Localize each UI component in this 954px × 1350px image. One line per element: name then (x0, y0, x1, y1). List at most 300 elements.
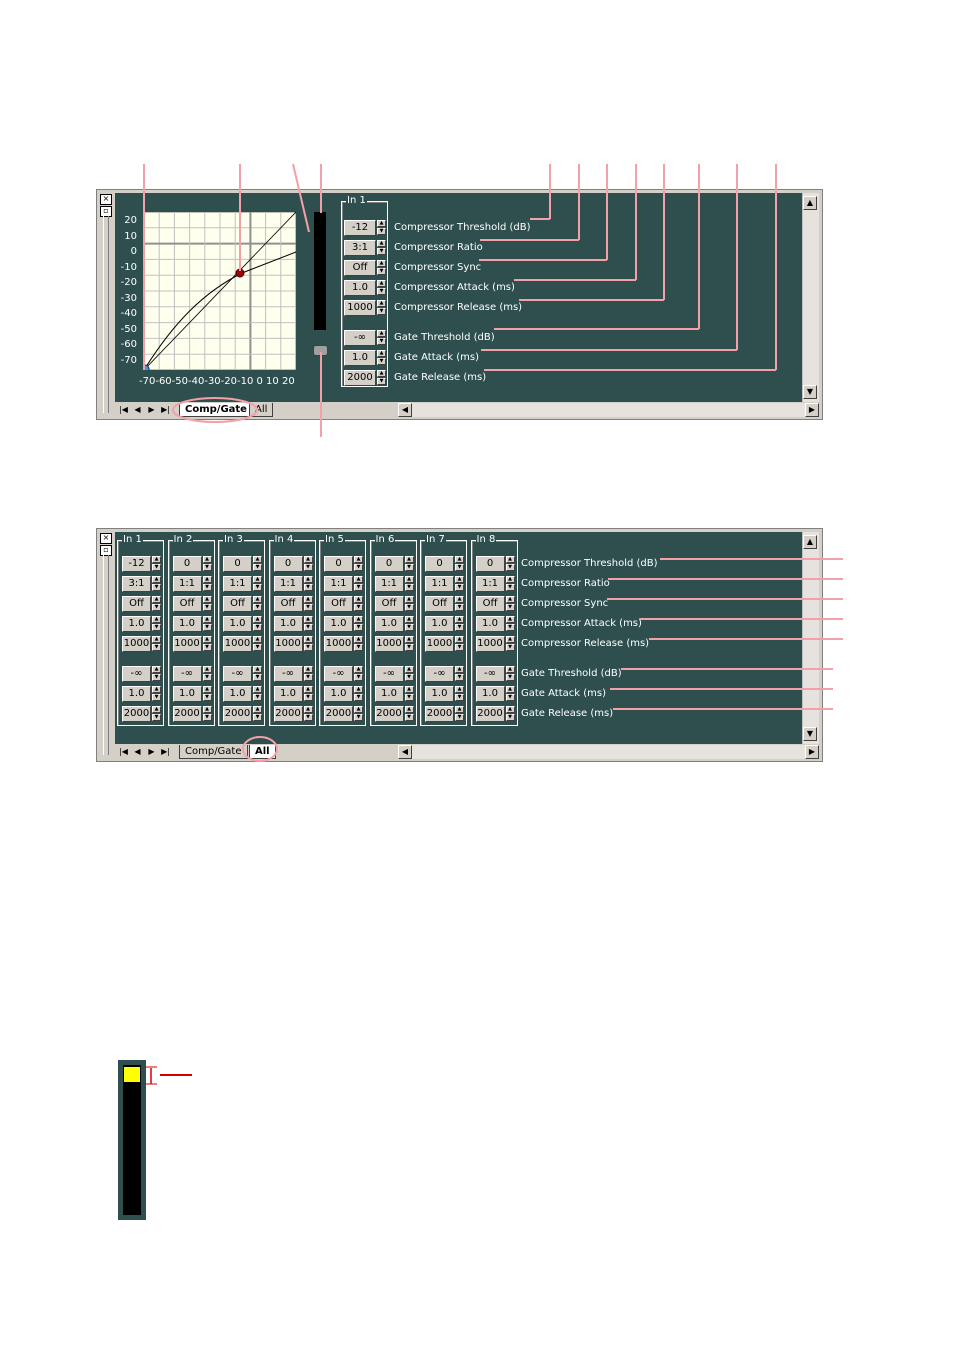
spin-down-icon[interactable]: ▼ (152, 714, 161, 721)
spinner[interactable] (405, 706, 414, 722)
spinner[interactable] (455, 576, 464, 592)
spin-down-icon[interactable]: ▼ (354, 604, 363, 611)
param-value-field[interactable]: 1:1 (375, 576, 404, 592)
param-value-field[interactable]: -∞ (223, 666, 252, 682)
spinner[interactable] (203, 596, 212, 612)
spin-down-icon[interactable]: ▼ (455, 694, 464, 701)
spinner[interactable] (377, 330, 386, 346)
spin-up-icon[interactable]: ▲ (506, 616, 515, 623)
spinner[interactable] (377, 370, 386, 386)
spinner[interactable] (377, 280, 386, 296)
horizontal-scrollbar[interactable] (398, 745, 819, 759)
param-value-field[interactable]: 1.0 (476, 686, 505, 702)
scroll-right-icon[interactable]: ▶ (805, 403, 819, 417)
spin-up-icon[interactable]: ▲ (152, 576, 161, 583)
spin-down-icon[interactable]: ▼ (377, 228, 386, 235)
spin-down-icon[interactable]: ▼ (354, 714, 363, 721)
spin-down-icon[interactable]: ▼ (506, 714, 515, 721)
spin-down-icon[interactable]: ▼ (304, 624, 313, 631)
param-value-field[interactable]: 1:1 (274, 576, 303, 592)
spin-down-icon[interactable]: ▼ (152, 604, 161, 611)
spin-down-icon[interactable]: ▼ (506, 604, 515, 611)
tab-comp-gate[interactable]: Comp/Gate (179, 745, 248, 759)
spin-up-icon[interactable]: ▲ (152, 636, 161, 643)
spinner[interactable] (455, 666, 464, 682)
spin-up-icon[interactable]: ▲ (253, 576, 262, 583)
param-value-field[interactable]: 1000 (223, 636, 252, 652)
param-value-field[interactable]: 0 (324, 556, 353, 572)
param-value-field[interactable]: -∞ (344, 330, 376, 346)
vertical-scrollbar[interactable] (802, 532, 819, 744)
spinner[interactable] (304, 556, 313, 572)
scroll-up-icon[interactable]: ▲ (803, 196, 817, 210)
spin-down-icon[interactable]: ▼ (152, 624, 161, 631)
spin-down-icon[interactable]: ▼ (506, 584, 515, 591)
spin-down-icon[interactable]: ▼ (253, 584, 262, 591)
spin-down-icon[interactable]: ▼ (253, 564, 262, 571)
spin-up-icon[interactable]: ▲ (203, 616, 212, 623)
spin-down-icon[interactable]: ▼ (455, 564, 464, 571)
param-value-field[interactable]: -∞ (324, 666, 353, 682)
spin-up-icon[interactable]: ▲ (354, 576, 363, 583)
spin-down-icon[interactable]: ▼ (253, 624, 262, 631)
spinner[interactable] (377, 350, 386, 366)
param-value-field[interactable]: 1000 (476, 636, 505, 652)
param-value-field[interactable]: -∞ (375, 666, 404, 682)
spin-down-icon[interactable]: ▼ (152, 694, 161, 701)
spinner[interactable] (304, 666, 313, 682)
param-value-field[interactable]: 1.0 (344, 280, 376, 296)
spin-down-icon[interactable]: ▼ (405, 694, 414, 701)
next-tab-icon[interactable]: ▶ (148, 747, 155, 756)
spin-up-icon[interactable]: ▲ (304, 686, 313, 693)
spin-up-icon[interactable]: ▲ (253, 686, 262, 693)
spin-up-icon[interactable]: ▲ (405, 596, 414, 603)
spin-down-icon[interactable]: ▼ (203, 644, 212, 651)
spinner[interactable] (506, 706, 515, 722)
prev-tab-icon[interactable]: ◀ (134, 405, 141, 414)
spin-down-icon[interactable]: ▼ (455, 624, 464, 631)
spin-down-icon[interactable]: ▼ (377, 288, 386, 295)
spin-up-icon[interactable]: ▲ (377, 330, 386, 337)
spinner[interactable] (455, 686, 464, 702)
spinner[interactable] (203, 686, 212, 702)
param-value-field[interactable]: 2000 (344, 370, 376, 386)
spin-down-icon[interactable]: ▼ (304, 714, 313, 721)
spin-down-icon[interactable]: ▼ (203, 624, 212, 631)
spin-up-icon[interactable]: ▲ (253, 636, 262, 643)
compressor-curve-graph[interactable] (144, 212, 296, 370)
spin-up-icon[interactable]: ▲ (203, 576, 212, 583)
spin-up-icon[interactable]: ▲ (253, 666, 262, 673)
param-value-field[interactable]: 2000 (173, 706, 202, 722)
spin-up-icon[interactable]: ▲ (377, 220, 386, 227)
param-value-field[interactable]: 1.0 (425, 616, 454, 632)
next-tab-icon[interactable]: ▶ (148, 405, 155, 414)
param-value-field[interactable]: 1.0 (324, 616, 353, 632)
spin-up-icon[interactable]: ▲ (405, 686, 414, 693)
param-value-field[interactable]: 3:1 (122, 576, 151, 592)
tab-all[interactable]: All (249, 403, 273, 417)
spin-down-icon[interactable]: ▼ (405, 674, 414, 681)
spin-down-icon[interactable]: ▼ (203, 674, 212, 681)
param-value-field[interactable]: 1.0 (223, 686, 252, 702)
spin-down-icon[interactable]: ▼ (405, 644, 414, 651)
spinner[interactable] (405, 556, 414, 572)
param-value-field[interactable]: 1.0 (476, 616, 505, 632)
spin-up-icon[interactable]: ▲ (304, 636, 313, 643)
spinner[interactable] (152, 556, 161, 572)
spin-down-icon[interactable]: ▼ (304, 694, 313, 701)
spin-up-icon[interactable]: ▲ (354, 556, 363, 563)
spin-up-icon[interactable]: ▲ (304, 666, 313, 673)
vertical-scrollbar[interactable] (802, 193, 819, 402)
spin-up-icon[interactable]: ▲ (203, 666, 212, 673)
spin-up-icon[interactable]: ▲ (304, 706, 313, 713)
meter-slider-knob[interactable] (313, 345, 328, 356)
spin-up-icon[interactable]: ▲ (304, 596, 313, 603)
spin-up-icon[interactable]: ▲ (354, 596, 363, 603)
spinner[interactable] (377, 240, 386, 256)
spin-down-icon[interactable]: ▼ (253, 714, 262, 721)
spin-up-icon[interactable]: ▲ (455, 636, 464, 643)
spinner[interactable] (377, 300, 386, 316)
param-value-field[interactable]: 0 (425, 556, 454, 572)
scroll-right-icon[interactable]: ▶ (805, 745, 819, 759)
spin-up-icon[interactable]: ▲ (506, 596, 515, 603)
spinner[interactable] (304, 596, 313, 612)
param-value-field[interactable]: 2000 (324, 706, 353, 722)
spin-down-icon[interactable]: ▼ (405, 604, 414, 611)
spinner[interactable] (304, 616, 313, 632)
spin-down-icon[interactable]: ▼ (377, 358, 386, 365)
param-value-field[interactable]: 1.0 (223, 616, 252, 632)
param-value-field[interactable]: 1:1 (425, 576, 454, 592)
spin-up-icon[interactable]: ▲ (506, 576, 515, 583)
spin-up-icon[interactable]: ▲ (304, 576, 313, 583)
param-value-field[interactable]: 1000 (375, 636, 404, 652)
spin-down-icon[interactable]: ▼ (506, 564, 515, 571)
spinner[interactable] (253, 616, 262, 632)
scroll-down-icon[interactable]: ▼ (803, 385, 817, 399)
spinner[interactable] (304, 576, 313, 592)
close-icon[interactable]: × (100, 533, 112, 544)
spin-up-icon[interactable]: ▲ (405, 706, 414, 713)
param-value-field[interactable]: 0 (223, 556, 252, 572)
last-tab-icon[interactable]: ▶| (161, 405, 170, 414)
last-tab-icon[interactable]: ▶| (161, 747, 170, 756)
spin-up-icon[interactable]: ▲ (354, 706, 363, 713)
param-value-field[interactable]: 2000 (122, 706, 151, 722)
param-value-field[interactable]: 1.0 (375, 616, 404, 632)
spinner[interactable] (455, 636, 464, 652)
spin-down-icon[interactable]: ▼ (405, 584, 414, 591)
spin-up-icon[interactable]: ▲ (354, 636, 363, 643)
spin-down-icon[interactable]: ▼ (506, 674, 515, 681)
spinner[interactable] (377, 220, 386, 236)
spinner[interactable] (354, 616, 363, 632)
spinner[interactable] (405, 596, 414, 612)
spinner[interactable] (253, 686, 262, 702)
param-value-field[interactable]: Off (324, 596, 353, 612)
param-value-field[interactable]: Off (344, 260, 376, 276)
spin-up-icon[interactable]: ▲ (377, 280, 386, 287)
spin-down-icon[interactable]: ▼ (304, 674, 313, 681)
spinner[interactable] (304, 686, 313, 702)
param-value-field[interactable]: -∞ (274, 666, 303, 682)
spinner[interactable] (203, 576, 212, 592)
spinner[interactable] (377, 260, 386, 276)
spin-up-icon[interactable]: ▲ (152, 706, 161, 713)
spinner[interactable] (354, 686, 363, 702)
dock-grip[interactable] (103, 216, 109, 413)
spinner[interactable] (455, 616, 464, 632)
spinner[interactable] (455, 556, 464, 572)
spin-down-icon[interactable]: ▼ (354, 644, 363, 651)
spin-down-icon[interactable]: ▼ (354, 584, 363, 591)
spinner[interactable] (253, 706, 262, 722)
spin-down-icon[interactable]: ▼ (304, 564, 313, 571)
spin-up-icon[interactable]: ▲ (455, 596, 464, 603)
spinner[interactable] (405, 666, 414, 682)
spin-up-icon[interactable]: ▲ (377, 370, 386, 377)
spinner[interactable] (203, 666, 212, 682)
spinner[interactable] (506, 576, 515, 592)
spin-up-icon[interactable]: ▲ (304, 616, 313, 623)
param-value-field[interactable]: 1000 (344, 300, 376, 316)
param-value-field[interactable]: 1000 (324, 636, 353, 652)
spin-up-icon[interactable]: ▲ (405, 576, 414, 583)
param-value-field[interactable]: 1.0 (122, 686, 151, 702)
scroll-left-icon[interactable]: ◀ (398, 403, 412, 417)
spinner[interactable] (455, 596, 464, 612)
spin-up-icon[interactable]: ▲ (304, 556, 313, 563)
spin-up-icon[interactable]: ▲ (455, 616, 464, 623)
spin-down-icon[interactable]: ▼ (377, 248, 386, 255)
horizontal-scrollbar[interactable] (398, 403, 819, 417)
prev-tab-icon[interactable]: ◀ (134, 747, 141, 756)
spin-up-icon[interactable]: ▲ (377, 240, 386, 247)
spinner[interactable] (152, 616, 161, 632)
spin-down-icon[interactable]: ▼ (377, 378, 386, 385)
spinner[interactable] (203, 616, 212, 632)
spinner[interactable] (253, 576, 262, 592)
spin-up-icon[interactable]: ▲ (455, 706, 464, 713)
spinner[interactable] (506, 596, 515, 612)
param-value-field[interactable]: 1.0 (324, 686, 353, 702)
spin-down-icon[interactable]: ▼ (304, 644, 313, 651)
param-value-field[interactable]: 1:1 (223, 576, 252, 592)
spin-up-icon[interactable]: ▲ (506, 666, 515, 673)
spin-up-icon[interactable]: ▲ (405, 616, 414, 623)
spin-up-icon[interactable]: ▲ (377, 350, 386, 357)
param-value-field[interactable]: 1.0 (173, 686, 202, 702)
spin-down-icon[interactable]: ▼ (152, 674, 161, 681)
threshold-handle[interactable] (236, 269, 244, 277)
spinner[interactable] (506, 666, 515, 682)
spin-up-icon[interactable]: ▲ (152, 596, 161, 603)
spinner[interactable] (152, 576, 161, 592)
param-value-field[interactable]: 1000 (122, 636, 151, 652)
spin-up-icon[interactable]: ▲ (253, 706, 262, 713)
spin-down-icon[interactable]: ▼ (405, 714, 414, 721)
spin-down-icon[interactable]: ▼ (253, 644, 262, 651)
param-value-field[interactable]: -12 (344, 220, 376, 236)
spin-up-icon[interactable]: ▲ (377, 260, 386, 267)
spin-down-icon[interactable]: ▼ (203, 694, 212, 701)
param-value-field[interactable]: 2000 (274, 706, 303, 722)
param-value-field[interactable]: 3:1 (344, 240, 376, 256)
spin-up-icon[interactable]: ▲ (203, 686, 212, 693)
first-tab-icon[interactable]: |◀ (119, 405, 128, 414)
param-value-field[interactable]: -∞ (425, 666, 454, 682)
dock-grip[interactable] (103, 555, 109, 755)
spinner[interactable] (405, 616, 414, 632)
param-value-field[interactable]: 1.0 (274, 686, 303, 702)
spinner[interactable] (405, 636, 414, 652)
spinner[interactable] (354, 556, 363, 572)
scroll-up-icon[interactable]: ▲ (803, 535, 817, 549)
spinner[interactable] (354, 706, 363, 722)
spin-down-icon[interactable]: ▼ (354, 564, 363, 571)
spinner[interactable] (152, 636, 161, 652)
spin-up-icon[interactable]: ▲ (377, 300, 386, 307)
spin-up-icon[interactable]: ▲ (405, 636, 414, 643)
spin-down-icon[interactable]: ▼ (354, 694, 363, 701)
param-value-field[interactable]: Off (173, 596, 202, 612)
scroll-down-icon[interactable]: ▼ (803, 727, 817, 741)
param-value-field[interactable]: -∞ (122, 666, 151, 682)
spinner[interactable] (203, 556, 212, 572)
param-value-field[interactable]: 1:1 (324, 576, 353, 592)
spin-up-icon[interactable]: ▲ (203, 706, 212, 713)
param-value-field[interactable]: 1000 (173, 636, 202, 652)
spinner[interactable] (152, 666, 161, 682)
param-value-field[interactable]: Off (425, 596, 454, 612)
spinner[interactable] (405, 686, 414, 702)
spin-up-icon[interactable]: ▲ (253, 596, 262, 603)
spinner[interactable] (455, 706, 464, 722)
param-value-field[interactable]: 2000 (375, 706, 404, 722)
spin-down-icon[interactable]: ▼ (455, 584, 464, 591)
spinner[interactable] (304, 636, 313, 652)
spin-down-icon[interactable]: ▼ (253, 604, 262, 611)
spin-up-icon[interactable]: ▲ (152, 556, 161, 563)
spin-down-icon[interactable]: ▼ (506, 624, 515, 631)
spin-up-icon[interactable]: ▲ (506, 686, 515, 693)
param-value-field[interactable]: Off (274, 596, 303, 612)
scroll-left-icon[interactable]: ◀ (398, 745, 412, 759)
spinner[interactable] (253, 556, 262, 572)
spin-down-icon[interactable]: ▼ (253, 694, 262, 701)
spin-down-icon[interactable]: ▼ (455, 644, 464, 651)
spin-down-icon[interactable]: ▼ (152, 584, 161, 591)
param-value-field[interactable]: 1.0 (375, 686, 404, 702)
spin-up-icon[interactable]: ▲ (354, 686, 363, 693)
spin-down-icon[interactable]: ▼ (203, 584, 212, 591)
spin-up-icon[interactable]: ▲ (152, 686, 161, 693)
restore-icon[interactable]: ▫ (100, 206, 112, 217)
param-value-field[interactable]: Off (223, 596, 252, 612)
spin-down-icon[interactable]: ▼ (455, 714, 464, 721)
first-tab-icon[interactable]: |◀ (119, 747, 128, 756)
spin-down-icon[interactable]: ▼ (354, 674, 363, 681)
param-value-field[interactable]: 0 (274, 556, 303, 572)
spin-down-icon[interactable]: ▼ (455, 674, 464, 681)
spin-down-icon[interactable]: ▼ (304, 604, 313, 611)
spin-up-icon[interactable]: ▲ (455, 556, 464, 563)
param-value-field[interactable]: 1000 (425, 636, 454, 652)
spin-up-icon[interactable]: ▲ (405, 556, 414, 563)
param-value-field[interactable]: -∞ (476, 666, 505, 682)
param-value-field[interactable]: 2000 (425, 706, 454, 722)
spin-down-icon[interactable]: ▼ (304, 584, 313, 591)
spinner[interactable] (253, 596, 262, 612)
param-value-field[interactable]: 2000 (476, 706, 505, 722)
spinner[interactable] (506, 686, 515, 702)
param-value-field[interactable]: 1:1 (173, 576, 202, 592)
spin-up-icon[interactable]: ▲ (405, 666, 414, 673)
spinner[interactable] (354, 666, 363, 682)
param-value-field[interactable]: 1.0 (425, 686, 454, 702)
spin-down-icon[interactable]: ▼ (377, 338, 386, 345)
spin-down-icon[interactable]: ▼ (203, 714, 212, 721)
spinner[interactable] (253, 666, 262, 682)
spin-up-icon[interactable]: ▲ (455, 686, 464, 693)
spin-down-icon[interactable]: ▼ (377, 268, 386, 275)
spin-up-icon[interactable]: ▲ (253, 616, 262, 623)
restore-icon[interactable]: ▫ (100, 545, 112, 556)
param-value-field[interactable]: Off (476, 596, 505, 612)
param-value-field[interactable]: 0 (173, 556, 202, 572)
spin-down-icon[interactable]: ▼ (354, 624, 363, 631)
param-value-field[interactable]: 2000 (223, 706, 252, 722)
param-value-field[interactable]: -∞ (173, 666, 202, 682)
spin-up-icon[interactable]: ▲ (506, 556, 515, 563)
spinner[interactable] (152, 706, 161, 722)
spinner[interactable] (354, 636, 363, 652)
param-value-field[interactable]: 1.0 (173, 616, 202, 632)
spin-up-icon[interactable]: ▲ (203, 636, 212, 643)
spinner[interactable] (203, 706, 212, 722)
spinner[interactable] (506, 636, 515, 652)
spin-down-icon[interactable]: ▼ (405, 624, 414, 631)
spin-down-icon[interactable]: ▼ (506, 644, 515, 651)
spin-down-icon[interactable]: ▼ (203, 564, 212, 571)
spinner[interactable] (253, 636, 262, 652)
param-value-field[interactable]: 0 (476, 556, 505, 572)
spinner[interactable] (354, 596, 363, 612)
spinner[interactable] (506, 616, 515, 632)
param-value-field[interactable]: Off (375, 596, 404, 612)
spinner[interactable] (506, 556, 515, 572)
spinner[interactable] (405, 576, 414, 592)
spinner[interactable] (152, 596, 161, 612)
spin-up-icon[interactable]: ▲ (506, 636, 515, 643)
spin-up-icon[interactable]: ▲ (354, 666, 363, 673)
spin-down-icon[interactable]: ▼ (253, 674, 262, 681)
tab-all[interactable]: All (249, 745, 276, 759)
spin-up-icon[interactable]: ▲ (203, 596, 212, 603)
param-value-field[interactable]: Off (122, 596, 151, 612)
spin-down-icon[interactable]: ▼ (152, 644, 161, 651)
tab-comp-gate[interactable]: Comp/Gate (179, 403, 253, 417)
spinner[interactable] (354, 576, 363, 592)
spin-down-icon[interactable]: ▼ (455, 604, 464, 611)
spin-up-icon[interactable]: ▲ (203, 556, 212, 563)
spin-down-icon[interactable]: ▼ (152, 564, 161, 571)
spin-up-icon[interactable]: ▲ (455, 666, 464, 673)
